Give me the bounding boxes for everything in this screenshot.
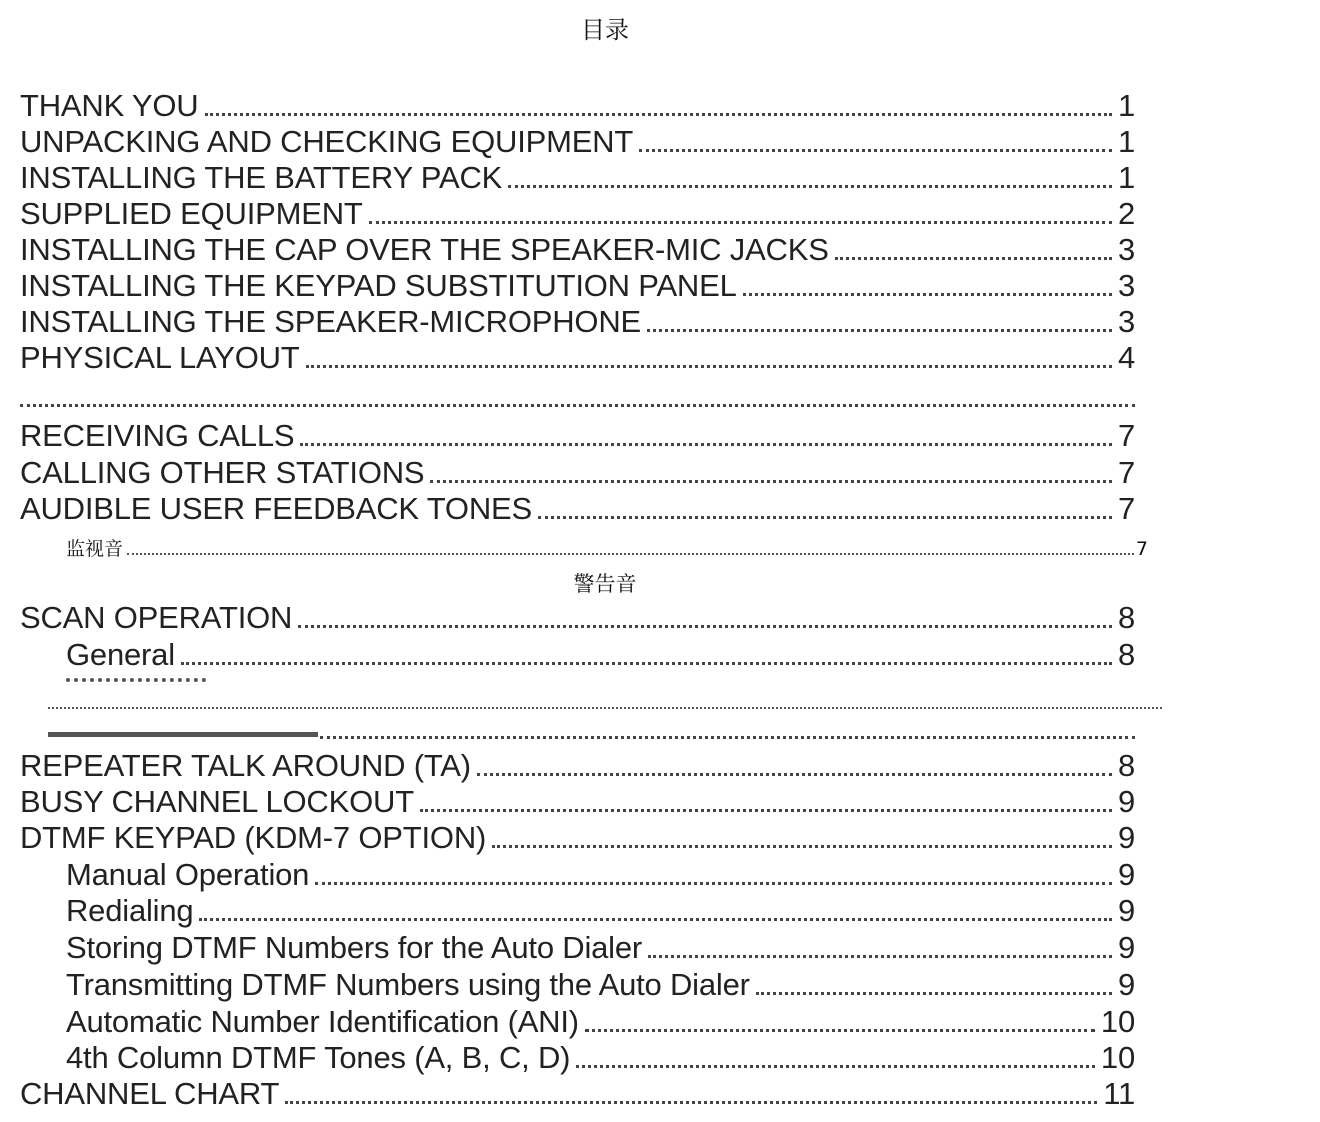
toc-entry[interactable] <box>20 88 1135 124</box>
dot-leader <box>430 480 1112 483</box>
toc-entry-label: 4th Column DTMF Tones (A, B, C, D) <box>66 1040 571 1075</box>
toc-entry-label: Manual Operation <box>66 857 310 892</box>
toc-entry-label: Automatic Number Identification (ANI) <box>66 1004 579 1039</box>
dot-leader <box>647 329 1112 332</box>
dot-leader <box>306 365 1112 368</box>
monitor-page: 7 <box>1135 538 1148 560</box>
toc-entry-page: 9 <box>1117 820 1135 855</box>
toc-entry[interactable] <box>20 340 1135 376</box>
toc-entry[interactable] <box>20 232 1135 268</box>
toc-entry-label: REPEATER TALK AROUND (TA) <box>20 748 471 783</box>
toc-entry[interactable] <box>20 455 1135 491</box>
dot-leader <box>181 662 1112 665</box>
dot-leader <box>315 882 1112 885</box>
clipped-row <box>20 732 1135 744</box>
toc-entry-page: 9 <box>1117 857 1135 892</box>
toc-subentry[interactable] <box>66 930 1135 966</box>
dot-leader <box>639 149 1112 152</box>
toc-entry-label: General <box>66 637 175 672</box>
toc-entry-label: THANK YOU <box>20 88 199 123</box>
toc-entry-label: Storing DTMF Numbers for the Auto Dialer <box>66 930 643 965</box>
dot-leader <box>199 918 1112 921</box>
dot-leader <box>743 293 1112 296</box>
toc-entry-label: SCAN OPERATION <box>20 600 293 635</box>
toc-entry-label: CALLING OTHER STATIONS <box>20 455 425 490</box>
toc-entry-label: PHYSICAL LAYOUT <box>20 340 300 375</box>
toc-entry-page: 9 <box>1117 784 1135 819</box>
toc-entry-label: AUDIBLE USER FEEDBACK TONES <box>20 491 532 526</box>
toc-entry-label: SUPPLIED EQUIPMENT <box>20 196 363 231</box>
toc-entry-page: 9 <box>1117 967 1135 1002</box>
toc-entry-page: 1 <box>1117 124 1135 159</box>
dot-leader <box>492 845 1112 848</box>
clipped-row <box>20 398 1135 412</box>
toc-entry-label: CHANNEL CHART <box>20 1076 280 1111</box>
toc-entry-page: 7 <box>1117 455 1135 490</box>
toc-entry[interactable] <box>20 491 1135 527</box>
toc-entry-label: RECEIVING CALLS <box>20 418 295 453</box>
toc-entry-page: 3 <box>1117 232 1135 267</box>
toc-entry[interactable] <box>20 600 1135 636</box>
dot-leader <box>756 992 1112 995</box>
toc-subentry[interactable] <box>66 893 1135 929</box>
dot-leader <box>298 625 1112 628</box>
toc-entry-page: 2 <box>1117 196 1135 231</box>
toc-entry-page: 1 <box>1117 88 1135 123</box>
toc-entry-page: 7 <box>1117 418 1135 453</box>
toc-entry-page: 10 <box>1100 1004 1135 1039</box>
toc-subentry[interactable] <box>66 637 1135 673</box>
dot-leader <box>585 1029 1095 1032</box>
toc-entry[interactable] <box>20 304 1135 340</box>
dot-leader <box>285 1101 1097 1104</box>
toc-entry-page: 4 <box>1117 340 1135 375</box>
dot-leader <box>477 773 1112 776</box>
toc-entry[interactable] <box>20 196 1135 232</box>
toc-entry-page: 10 <box>1100 1040 1135 1075</box>
toc-entry-monitor[interactable] <box>66 534 1148 561</box>
toc-entry-page: 7 <box>1117 491 1135 526</box>
toc-subentry[interactable] <box>66 1004 1135 1040</box>
dot-leader <box>300 443 1112 446</box>
toc-entry-page: 9 <box>1117 930 1135 965</box>
dotted-separator <box>48 707 1162 709</box>
toc-entry[interactable] <box>20 418 1135 454</box>
toc-entry-page: 3 <box>1117 304 1135 339</box>
toc-entry[interactable] <box>20 748 1135 784</box>
warning-tone-heading: 警告音 <box>573 572 637 596</box>
toc-entry-label: UNPACKING AND CHECKING EQUIPMENT <box>20 124 634 159</box>
toc-entry-label: INSTALLING THE BATTERY PACK <box>20 160 503 195</box>
dot-leader <box>369 221 1112 224</box>
dot-leader <box>538 516 1112 519</box>
toc-entry[interactable] <box>20 784 1135 820</box>
toc-entry[interactable] <box>20 160 1135 196</box>
toc-entry-page: 8 <box>1117 637 1135 672</box>
dot-leader <box>648 955 1112 958</box>
toc-subentry[interactable] <box>66 1040 1135 1076</box>
toc-entry-page: 8 <box>1117 748 1135 783</box>
toc-entry-label: Transmitting DTMF Numbers using the Auto Dialer <box>66 967 750 1002</box>
toc-entry-page: 1 <box>1117 160 1135 195</box>
dot-leader <box>205 113 1112 116</box>
toc-entry-label: DTMF KEYPAD (KDM-7 OPTION) <box>20 820 487 855</box>
toc-entry-label: INSTALLING THE KEYPAD SUBSTITUTION PANEL <box>20 268 737 303</box>
toc-entry-label: INSTALLING THE CAP OVER THE SPEAKER-MIC JACKS <box>20 232 829 267</box>
toc-entry-label: INSTALLING THE SPEAKER-MICROPHONE <box>20 304 641 339</box>
dot-leader <box>127 553 1134 555</box>
page-title: 目录 <box>581 16 629 44</box>
toc-subentry[interactable] <box>66 967 1135 1003</box>
toc-entry-label: BUSY CHANNEL LOCKOUT <box>20 784 414 819</box>
dot-leader <box>576 1065 1095 1068</box>
dot-leader <box>420 809 1112 812</box>
toc-entry[interactable] <box>20 820 1135 856</box>
toc-entry-label: Redialing <box>66 893 194 928</box>
toc-entry-page: 11 <box>1103 1076 1135 1111</box>
toc-entry[interactable] <box>20 1076 1135 1112</box>
toc-entry[interactable] <box>20 268 1135 304</box>
toc-entry[interactable] <box>20 124 1135 160</box>
toc-entry-page: 8 <box>1117 600 1135 635</box>
dot-leader <box>508 185 1112 188</box>
monitor-label: 监视音 <box>66 538 124 560</box>
toc-subentry[interactable] <box>66 857 1135 893</box>
clipped-row <box>20 676 1135 686</box>
toc-entry-page: 3 <box>1117 268 1135 303</box>
toc-entry-page: 9 <box>1117 893 1135 928</box>
dot-leader <box>835 257 1112 260</box>
